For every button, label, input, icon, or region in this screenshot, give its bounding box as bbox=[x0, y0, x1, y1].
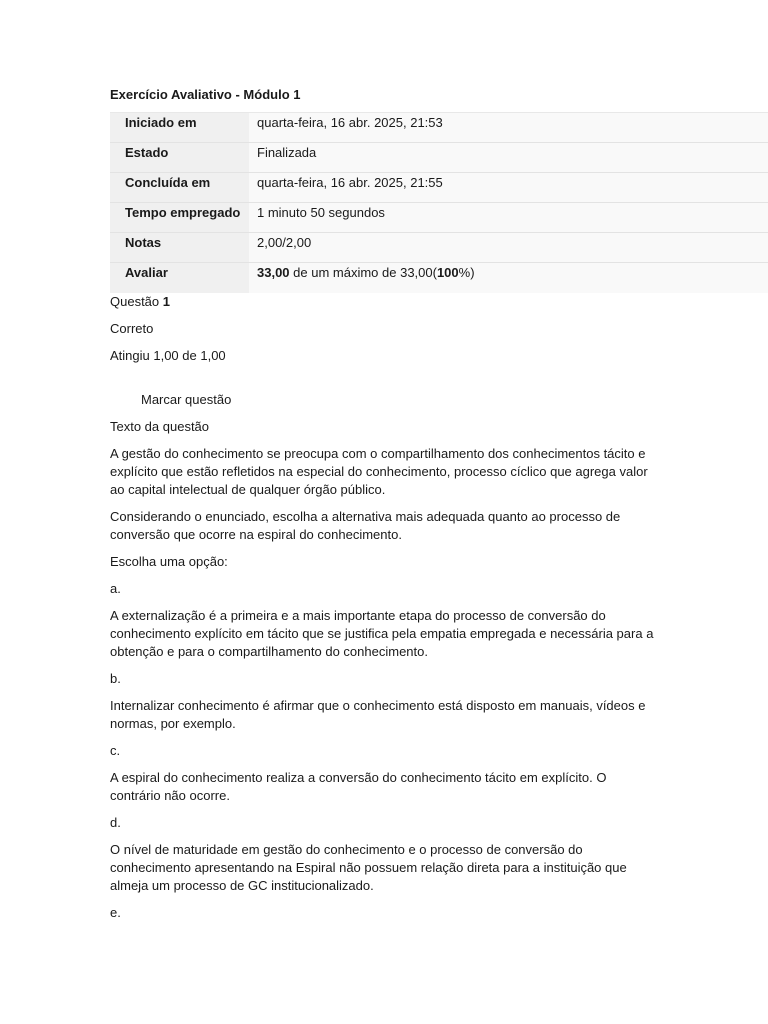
answer-prompt: Escolha uma opção: bbox=[110, 553, 228, 569]
summary-value: Finalizada bbox=[249, 143, 768, 173]
option-text[interactable]: Internalizar conhecimento é afirmar que o conhecimento está disposto em manuais, vídeos e normas, por exemplo. bbox=[110, 697, 646, 731]
summary-row-started bbox=[110, 113, 768, 143]
summary-value: 1 minuto 50 segundos bbox=[249, 203, 768, 233]
summary-value: quarta-feira, 16 abr. 2025, 21:53 bbox=[249, 113, 768, 143]
question-grade: Atingiu 1,00 de 1,00 bbox=[110, 347, 226, 363]
option-text[interactable]: O nível de maturidade em gestão do conhecimento e o processo de conversão do conhecimento apresentando na Espiral não possuem relação direta para a instituição que almeja um processo de GC institucionalizado. bbox=[110, 841, 627, 893]
summary-row-state bbox=[110, 143, 768, 173]
option-letter[interactable]: e. bbox=[110, 904, 121, 920]
question-number bbox=[110, 293, 768, 311]
question-paragraph: Considerando o enunciado, escolha a alternativa mais adequada quanto ao processo de conversão que ocorre na espiral do conhecimento. bbox=[110, 508, 621, 542]
summary-label: Tempo empregado bbox=[110, 203, 249, 233]
page-title: Exercício Avaliativo - Módulo 1 bbox=[110, 87, 301, 102]
summary-label: Concluída em bbox=[110, 173, 249, 203]
summary-row-completed bbox=[110, 173, 768, 203]
option-letter[interactable]: a. bbox=[110, 580, 121, 596]
question-info bbox=[110, 293, 768, 365]
quiz-review-page bbox=[110, 86, 768, 922]
summary-label: Avaliar bbox=[110, 263, 249, 293]
summary-label: Estado bbox=[110, 143, 249, 173]
summary-row-time-taken bbox=[110, 203, 768, 233]
question-paragraph: A gestão do conhecimento se preocupa com o compartilhamento dos conhecimentos tácito e explícito que estão refletidos na especial do conhecimento, processo cíclico que agrega valor ao capital intelectual de qualquer órgão público. bbox=[110, 445, 648, 497]
question-text bbox=[110, 445, 655, 922]
question-number-value: 1 bbox=[162, 293, 170, 309]
summary-row-grade bbox=[110, 263, 768, 293]
option-letter[interactable]: b. bbox=[110, 670, 121, 686]
summary-value: 2,00/2,00 bbox=[249, 233, 768, 263]
summary-row-marks bbox=[110, 233, 768, 263]
option-text[interactable]: A externalização é a primeira e a mais importante etapa do processo de conversão do conhecimento explícito em tácito que se justifica pela empatia empregada e necessária para a obtenção e para o compartilhamento do conhecimento. bbox=[110, 607, 654, 659]
grade-score: 33,00 bbox=[257, 265, 290, 280]
grade-end: %) bbox=[458, 265, 475, 280]
question-prefix: Questão bbox=[110, 293, 163, 309]
option-text[interactable]: A espiral do conhecimento realiza a conversão do conhecimento tácito em explícito. O contrário não ocorre. bbox=[110, 769, 607, 803]
question-state: Correto bbox=[110, 320, 154, 336]
summary-label: Notas bbox=[110, 233, 249, 263]
grade-middle: de um máximo de 33,00( bbox=[289, 265, 437, 280]
attempt-summary-table bbox=[110, 112, 768, 293]
flag-question-link[interactable]: Marcar questão bbox=[141, 391, 232, 407]
option-letter[interactable]: c. bbox=[110, 742, 121, 758]
summary-value-grade bbox=[249, 263, 768, 293]
option-letter[interactable]: d. bbox=[110, 814, 121, 830]
summary-value: quarta-feira, 16 abr. 2025, 21:55 bbox=[249, 173, 768, 203]
grade-percent: 100 bbox=[436, 265, 459, 280]
summary-label: Iniciado em bbox=[110, 113, 249, 143]
question-text-label: Texto da questão bbox=[110, 418, 210, 434]
